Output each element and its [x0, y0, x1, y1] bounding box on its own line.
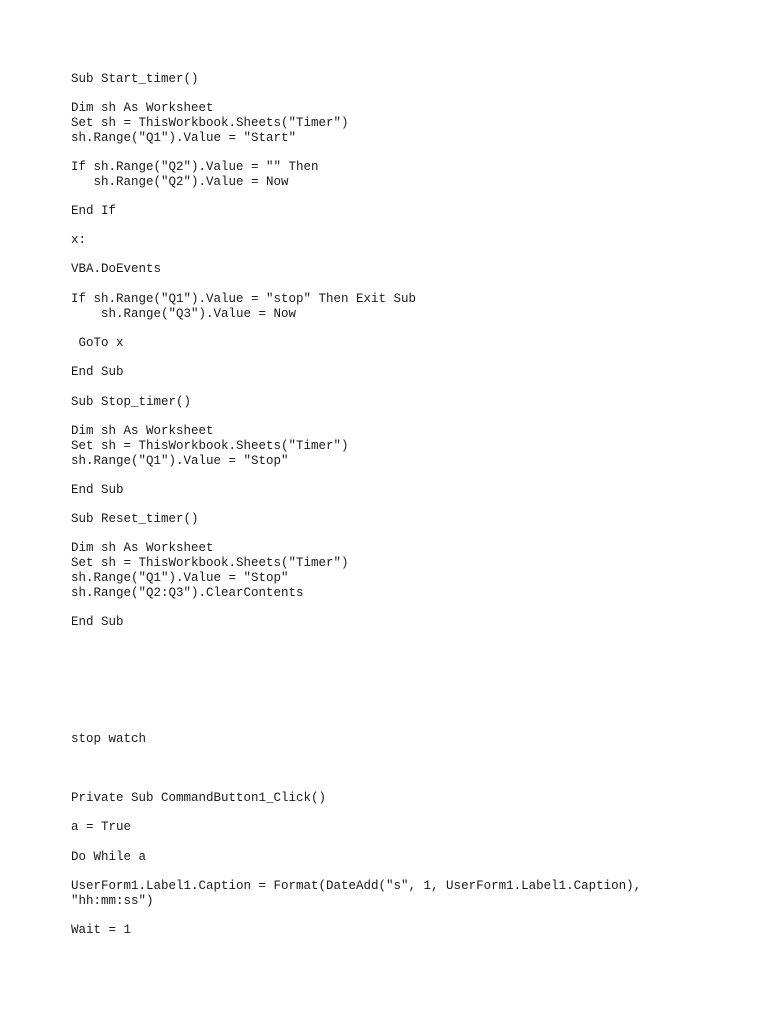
code-line: Do While a — [71, 850, 147, 864]
code-line: Sub Reset_timer() — [71, 512, 199, 526]
code-line: sh.Range("Q1").Value = "Stop" — [71, 571, 289, 585]
code-line: If sh.Range("Q2").Value = "" Then — [71, 160, 319, 174]
code-line: End Sub — [71, 483, 124, 497]
code-line: UserForm1.Label1.Caption = Format(DateAdd("s", 1, UserForm1.Label1.Caption), — [71, 879, 642, 893]
code-line: Set sh = ThisWorkbook.Sheets("Timer") — [71, 556, 349, 570]
code-line: Wait = 1 — [71, 923, 132, 937]
code-line: sh.Range("Q1").Value = "Start" — [71, 131, 297, 145]
code-line: a = True — [71, 820, 132, 834]
code-line: sh.Range("Q3").Value = Now — [71, 307, 297, 321]
code-line: Set sh = ThisWorkbook.Sheets("Timer") — [71, 116, 349, 130]
code-line: x: — [71, 233, 87, 247]
code-line: Sub Start_timer() — [71, 72, 199, 86]
code-line: Dim sh As Worksheet — [71, 424, 214, 438]
code-line: GoTo x — [71, 336, 124, 350]
code-line: "hh:mm:ss") — [71, 894, 154, 908]
code-line: Dim sh As Worksheet — [71, 541, 214, 555]
code-line: End Sub — [71, 365, 124, 379]
code-line: Private Sub CommandButton1_Click() — [71, 791, 327, 805]
code-line: stop watch — [71, 732, 147, 746]
code-line: sh.Range("Q2:Q3").ClearContents — [71, 586, 304, 600]
code-line: End If — [71, 204, 117, 218]
code-line: Set sh = ThisWorkbook.Sheets("Timer") — [71, 439, 349, 453]
code-line: VBA.DoEvents — [71, 262, 162, 276]
code-line: If sh.Range("Q1").Value = "stop" Then Exit Sub — [71, 292, 417, 306]
code-line: Sub Stop_timer() — [71, 395, 192, 409]
code-line: End Sub — [71, 615, 124, 629]
code-line: sh.Range("Q1").Value = "Stop" — [71, 454, 289, 468]
code-line: sh.Range("Q2").Value = Now — [71, 175, 289, 189]
code-line: Dim sh As Worksheet — [71, 101, 214, 115]
